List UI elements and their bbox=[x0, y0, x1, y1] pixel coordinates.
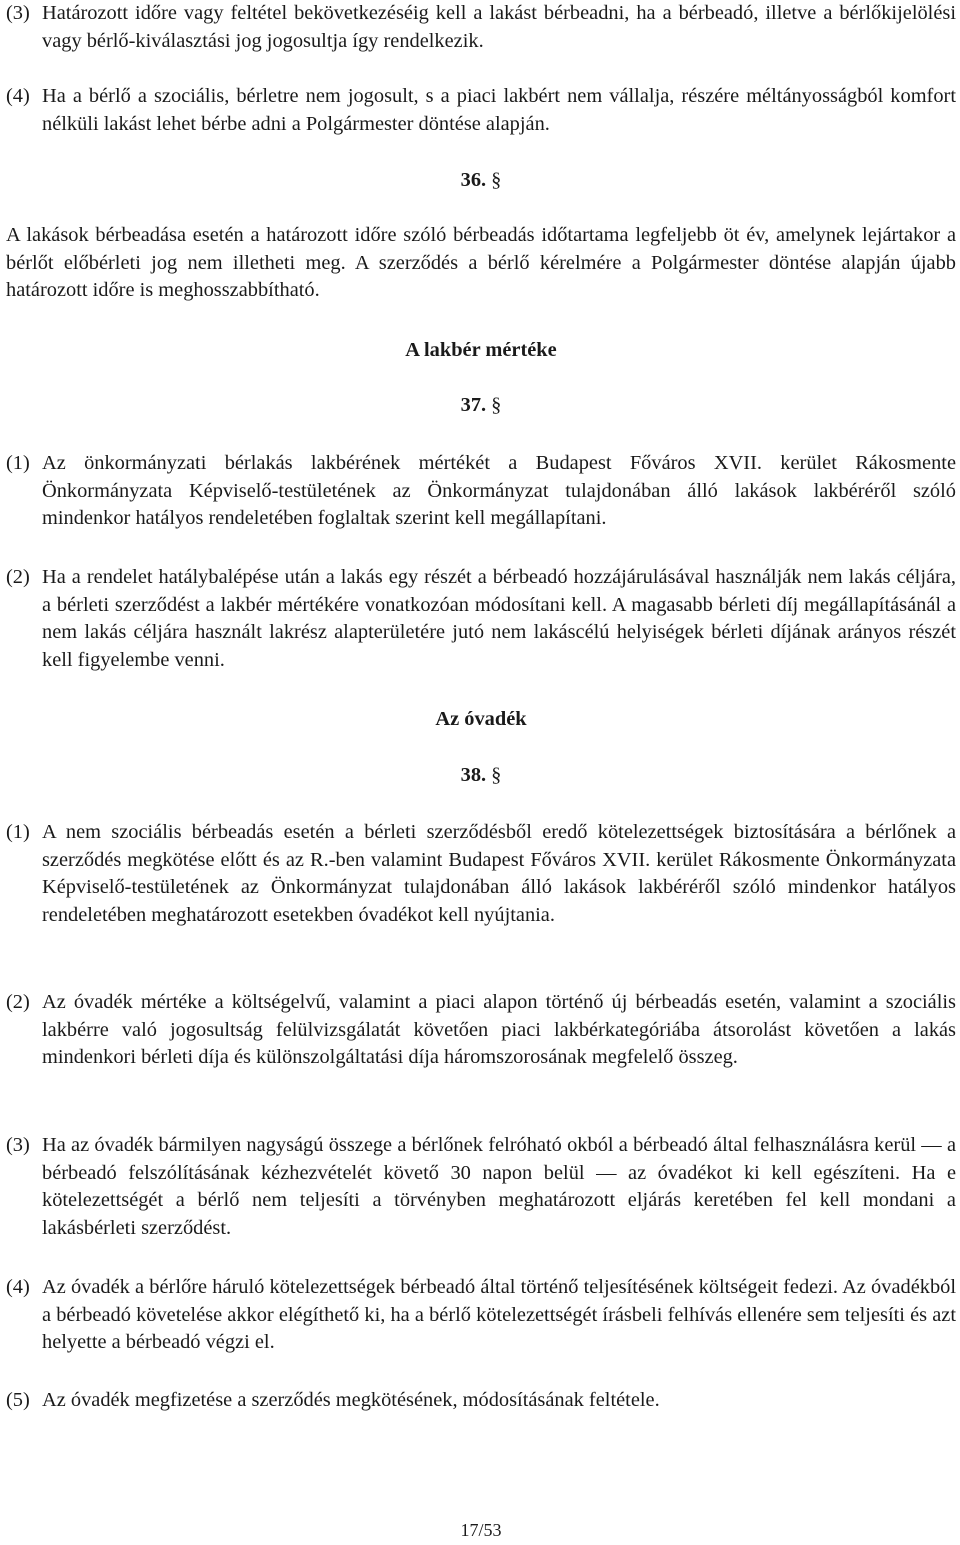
paragraph-38-3 bbox=[6, 1132, 956, 1242]
paragraph-37-2 bbox=[6, 564, 956, 674]
paragraph-38-1 bbox=[6, 819, 956, 929]
section-sign-icon: § bbox=[491, 764, 502, 786]
section-number: 37. bbox=[460, 394, 487, 416]
paragraph-37-1 bbox=[6, 450, 956, 533]
paragraph-36: A lakások bérbeadása esetén a határozott időre szóló bérbeadás időtartama legfeljebb öt év, amelynek lejártakor a bérlőt előbérleti jog nem illetheti meg. A szerződés a bérlő kérelmére a Polgármester döntése alapján újabb határozott időre is meghosszabbítható. bbox=[6, 224, 956, 302]
heading-ovadek: Az óvadék bbox=[435, 708, 527, 730]
paragraph-38-4 bbox=[6, 1274, 956, 1357]
page-number: 17/53 bbox=[460, 1520, 502, 1540]
paragraph-number: (3) bbox=[6, 2, 30, 24]
paragraph-35-4 bbox=[6, 83, 956, 138]
paragraph-number: (1) bbox=[6, 821, 30, 843]
paragraph-number: (3) bbox=[6, 1134, 30, 1156]
paragraph-text: Az óvadék a bérlőre háruló kötelezettségek bérbeadó által történő teljesítésének költségeit fedezi. Az óvadékból a bérbeadó követelése akkor elégíthető ki, ha a bérlő kötelezettségét írásbeli felhívás ellenére sem teljesíti és azt helyette a bérbeadó végzi el. bbox=[42, 1276, 956, 1354]
paragraph-text: Ha a rendelet hatálybalépése után a lakás egy részét a bérbeadó hozzájárulásával használják nem lakás céljára, a bérleti szerződést a lakbér mértékére vonatkozóan módosítani kell. A magasabb bérleti díj megállapításánál a nem lakás céljára használt lakrész alapterületére jutó nem lakáscélú helyiségek bérleti díjának arányos részét kell figyelembe venni. bbox=[42, 566, 956, 671]
paragraph-text: Ha az óvadék bármilyen nagyságú összege a bérlőnek felróható okból a bérbeadó által felhasználásra kerül — a bérbeadó felszólításának kézhezvételét követő 30 napon belül — az óvadékot ki kell egészíteni. Ha e kötelezettségét a bérlő nem teljesíti a törvényben meghatározott eljárás keretében fel kell mondani a lakásbérleti szerződést. bbox=[42, 1134, 956, 1239]
paragraph-35-3 bbox=[6, 0, 956, 55]
paragraph-38-2 bbox=[6, 989, 956, 1072]
section-38-number bbox=[6, 762, 956, 790]
paragraph-number: (4) bbox=[6, 1276, 30, 1298]
section-37-number bbox=[6, 392, 956, 420]
heading-lakber-merteke: A lakbér mértéke bbox=[405, 339, 557, 361]
section-sign-icon: § bbox=[491, 394, 502, 416]
paragraph-number: (2) bbox=[6, 566, 30, 588]
paragraph-text: Határozott időre vagy feltétel bekövetkezéséig kell a lakást bérbeadni, ha a bérbeadó, illetve a bérlőkijelölési vagy bérlő-kiválasztási jog jogosultja így rendelkezik. bbox=[42, 2, 956, 52]
paragraph-text: Ha a bérlő a szociális, bérletre nem jogosult, s a piaci lakbért nem vállalja, részére méltányosságból komfort nélküli lakást lehet bérbe adni a Polgármester döntése alapján. bbox=[42, 85, 956, 135]
section-number: 38. bbox=[460, 764, 487, 786]
paragraph-text: Az óvadék mértéke a költségelvű, valamint a piaci alapon történő új bérbeadás esetén, valamint a szociális lakbérre való jogosultság felülvizsgálatát követően piaci lakbérkategóriába átsorolást követően a lakás mindenkori bérleti díja és különszolgáltatási díja háromszorosának megfelelő összeg. bbox=[42, 991, 956, 1069]
paragraph-text: Az önkormányzati bérlakás lakbérének mértékét a Budapest Főváros XVII. kerület Rákosmente Önkormányzata Képviselő-testületének az Önkormányzat tulajdonában álló lakások lakbéréről szóló mindenkor hatályos rendeletében foglaltak szerint kell megállapítani. bbox=[42, 452, 956, 530]
document-page bbox=[6, 0, 956, 1541]
paragraph-text: Az óvadék megfizetése a szerződés megkötésének, módosításának feltétele. bbox=[42, 1389, 660, 1411]
paragraph-number: (2) bbox=[6, 991, 30, 1013]
paragraph-number: (4) bbox=[6, 85, 30, 107]
section-sign-icon: § bbox=[491, 169, 502, 191]
section-number: 36. bbox=[460, 169, 487, 191]
paragraph-38-5 bbox=[6, 1387, 956, 1415]
paragraph-text: A nem szociális bérbeadás esetén a bérleti szerződésből eredő kötelezettségek biztosítására a bérlőnek a szerződés megkötése előtt és az R.-ben valamint Budapest Főváros XVII. kerület Rákosmente Önkormányzata Képviselő-testületének az Önkormányzat tulajdonában álló lakások lakbéréről szóló mindenkor hatályos rendeletében meghatározott esetekben óvadékot kell nyújtania. bbox=[42, 821, 956, 926]
paragraph-number: (1) bbox=[6, 452, 30, 474]
section-36-number bbox=[6, 167, 956, 195]
paragraph-number: (5) bbox=[6, 1389, 30, 1411]
